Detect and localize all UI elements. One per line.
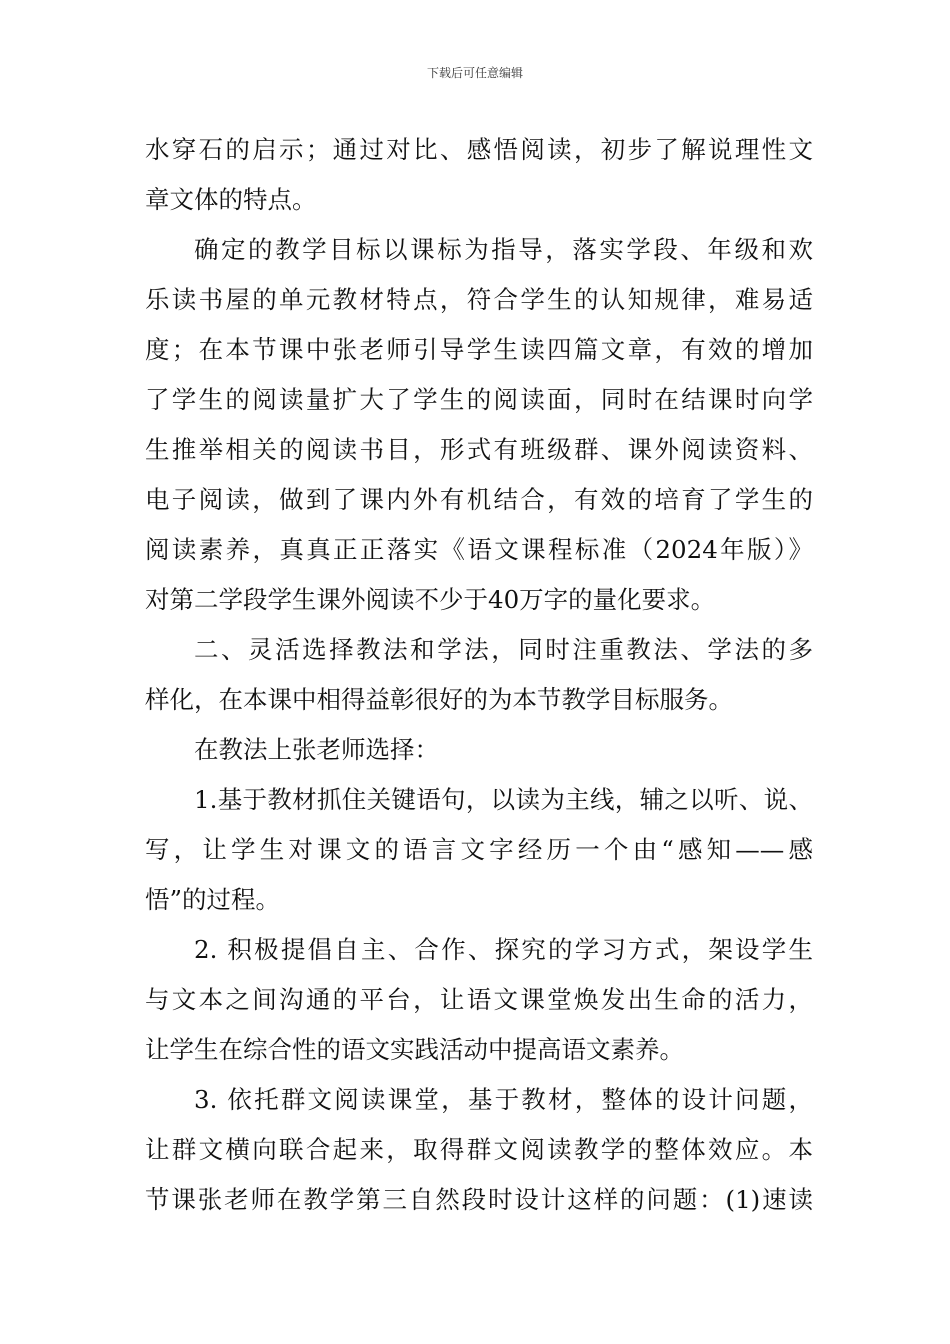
text-line: 度；在本节课中张老师引导学生读四篇文章，有效的增加 (145, 335, 813, 364)
text-line: 二、灵活选择教法和学法，同时注重教法、学法的多 (194, 635, 813, 664)
page-header: 下载后可任意编辑 (426, 66, 523, 80)
text-line: 让群文横向联合起来，取得群文阅读教学的整体效应。本 (145, 1135, 813, 1164)
text-line: 在教法上张老师选择： (194, 735, 439, 764)
text-line: 对第二学段学生课外阅读不少于40万字的量化要求。 (145, 585, 716, 614)
text-line: 了学生的阅读量扩大了学生的阅读面，同时在结课时向学 (145, 385, 813, 414)
text-line: 电子阅读，做到了课内外有机结合，有效的培育了学生的 (145, 485, 813, 514)
text-line: 节课张老师在教学第三自然段时设计这样的问题：(1)速读 (145, 1185, 813, 1214)
text-line: 乐读书屋的单元教材特点，符合学生的认知规律，难易适 (145, 285, 813, 314)
text-line: 1.基于教材抓住关键语句，以读为主线，辅之以听、说、 (194, 785, 813, 814)
text-line: 生推举相关的阅读书目，形式有班级群、课外阅读资料、 (145, 435, 813, 464)
text-line: 悟”的过程。 (145, 885, 281, 914)
text-line: 水穿石的启示；通过对比、感悟阅读，初步了解说理性文 (145, 135, 813, 164)
text-line: 与文本之间沟通的平台，让语文课堂焕发出生命的活力， (145, 985, 813, 1014)
text-line: 2. 积极提倡自主、合作、探究的学习方式，架设学生 (194, 935, 813, 964)
text-line: 阅读素养，真真正正落实《语文课程标准（2024年版）》 (145, 535, 813, 564)
document-body (145, 125, 813, 1225)
text-line: 写，让学生对课文的语言文字经历一个由“感知——感 (145, 835, 813, 864)
text-line: 章文体的特点。 (145, 185, 317, 214)
text-line: 确定的教学目标以课标为指导，落实学段、年级和欢 (194, 235, 813, 264)
text-line: 让学生在综合性的语文实践活动中提高语文素养。 (145, 1035, 684, 1064)
text-line: 3. 依托群文阅读课堂，基于教材，整体的设计问题， (194, 1085, 813, 1114)
text-line: 样化，在本课中相得益彰很好的为本节教学目标服务。 (145, 685, 733, 714)
